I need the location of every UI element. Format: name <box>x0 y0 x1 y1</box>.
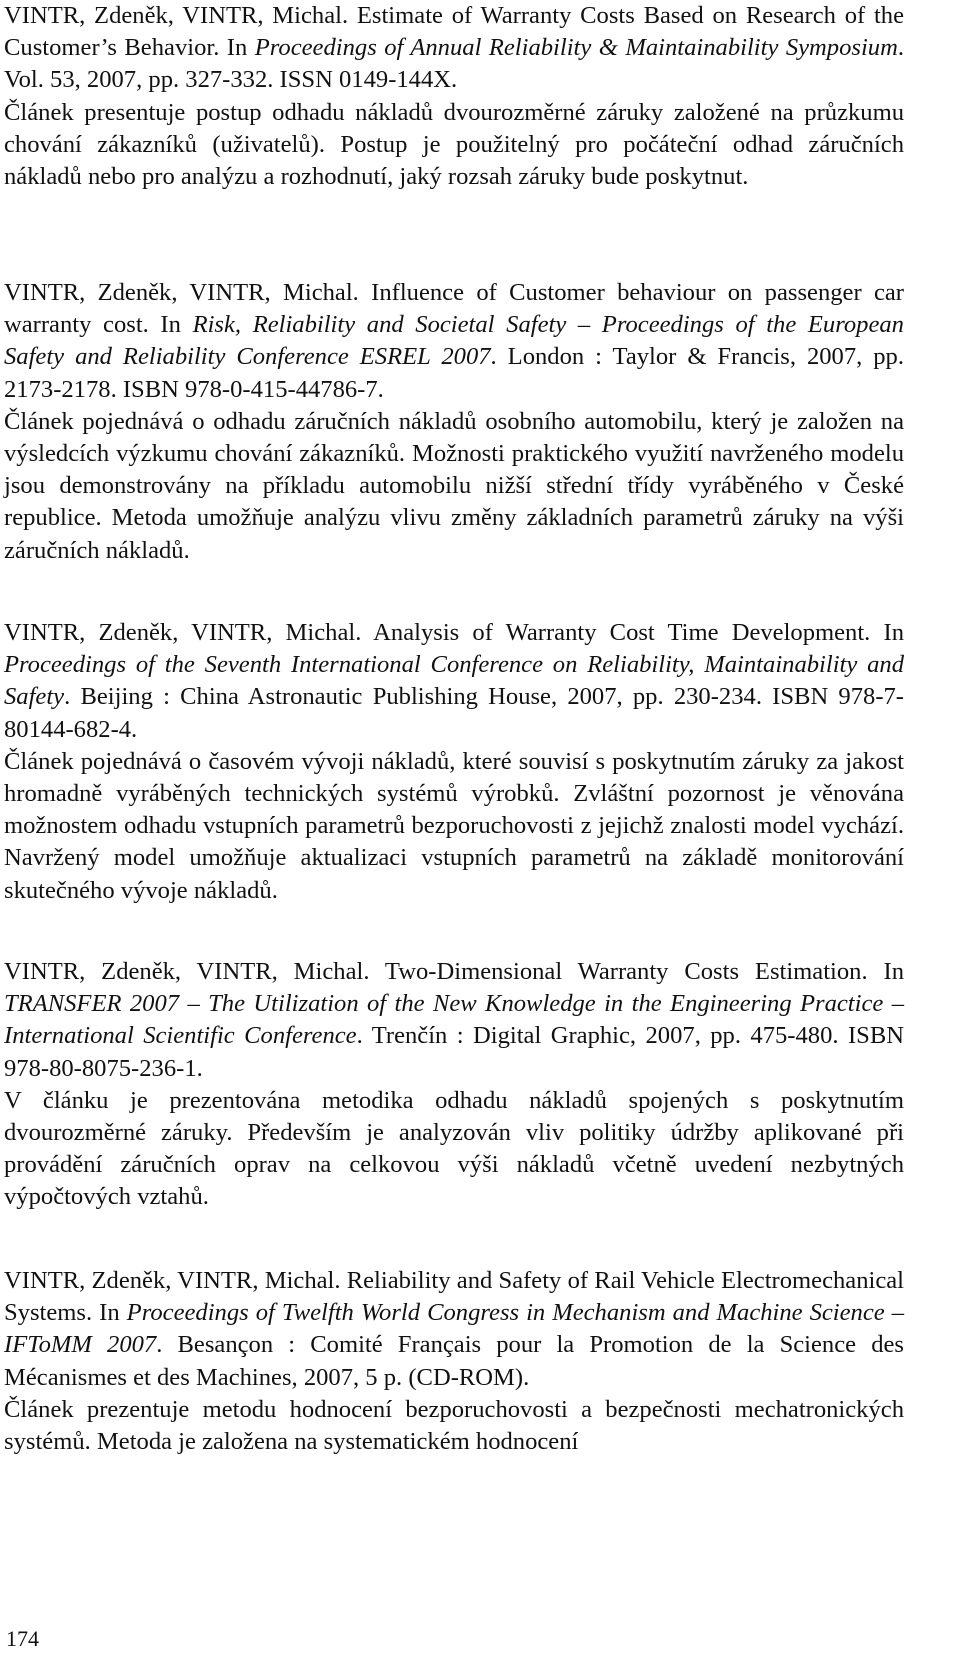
entry-abstract: Článek presentuje postup odhadu nákladů dvourozměrné záruky založené na průzkumu chování zákazníků (uživatelů). Postup je použitelný pro počáteční odhad záručních nákladů nebo pro analýzu a rozhodnutí, jaký rozsah záruky bude poskytnut. <box>4 98 904 191</box>
citation-text: VINTR, Zdeněk, VINTR, Michal. Estimate of Warranty Costs Based on Research of the Customer’s Behavior. In <box>4 2 904 62</box>
entry-abstract: Článek prezentuje metodu hodnocení bezporuchovosti a bezpečnosti mechatronických systémů. Metoda je založena na systematickém hodnocení <box>4 1395 904 1456</box>
bibliography-entry <box>4 0 904 193</box>
citation-source-italic: TRANSFER 2007 – The Utilization of the New Knowledge in the Engineering Practice – International Scientific Conference <box>4 990 904 1050</box>
bibliography-entry <box>4 956 904 1214</box>
entry-citation <box>4 0 904 97</box>
entry-citation <box>4 277 904 406</box>
citation-text: VINTR, Zdeněk, VINTR, Michal. Two-Dimensional Warranty Costs Estimation. In <box>4 958 904 985</box>
citation-source-italic: Risk, Reliability and Societal Safety – Proceedings of the European Safety and Reliability Conference ESREL 2007 <box>4 311 904 371</box>
citation-text: . Besançon : Comité Français pour la Promotion de la Science des Mécanismes et des Machines, 2007, 5 p. (CD-ROM). <box>4 1331 904 1391</box>
page-number: 174 <box>6 1626 39 1651</box>
entry-abstract: Článek pojednává o časovém vývoji nákladů, které souvisí s poskytnutím záruky za jakost hromadně vyráběných technických systémů výrobků. Zvláštní pozornost je věnována možnostem odhadu vstupních parametrů bezporuchovosti z jejichž znalosti model vychází. Navržený model umožňuje aktualizaci vstupních parametrů na základě monitorování skutečného vývoje nákladů. <box>4 747 904 904</box>
citation-source-italic: Proceedings of Annual Reliability & Maintainability Symposium <box>254 34 898 62</box>
entry-abstract: Článek pojednává o odhadu záručních nákladů osobního automobilu, který je založen na výsledcích výzkumu chování zákazníků. Možnosti praktického využití navrženého modelu jsou demonstrovány na příkladu automobilu nižší střední třídy vyráběného v České republice. Metoda umožňuje analýzu vlivu změny základních parametrů záruky na výši záručních nákladů. <box>4 407 904 564</box>
citation-text: . Trenčín : Digital Graphic, 2007, pp. 475-480. ISBN 978-80-8075-236-1. <box>4 1022 904 1082</box>
bibliography-entry <box>4 617 904 907</box>
entry-citation <box>4 617 904 746</box>
citation-text: . Beijing : China Astronautic Publishing House, 2007, pp. 230-234. ISBN 978-7-80144-682-4. <box>4 683 904 743</box>
citation-text: . Vol. 53, 2007, pp. 327-332. ISSN 0149-144X. <box>4 34 904 94</box>
citation-source-italic: Proceedings of Twelfth World Congress in Mechanism and Machine Science – IFToMM 2007 <box>4 1299 904 1359</box>
entry-abstract: V článku je prezentována metodika odhadu nákladů spojených s poskytnutím dvourozměrné záruky. Především je analyzován vliv politiky údržby aplikované při provádění záručních oprav na celkovou výši nákladů včetně uvedení nezbytných výpočtových vztahů. <box>4 1086 904 1211</box>
citation-source-italic: Proceedings of the Seventh International Conference on Reliability, Maintainability and Safety <box>4 651 904 711</box>
bibliography-entry <box>4 277 904 567</box>
citation-text: VINTR, Zdeněk, VINTR, Michal. Influence of Customer behaviour on passenger car warranty cost. In <box>4 279 904 339</box>
citation-text: VINTR, Zdeněk, VINTR, Michal. Analysis of Warranty Cost Time Development. In <box>4 619 904 646</box>
citation-text: . London : Taylor & Francis, 2007, pp. 2173-2178. ISBN 978-0-415-44786-7. <box>4 343 905 403</box>
bibliography-entry <box>4 1265 904 1458</box>
citation-text: VINTR, Zdeněk, VINTR, Michal. Reliability and Safety of Rail Vehicle Electromechanical Systems. In <box>4 1267 904 1327</box>
entry-citation <box>4 956 904 1085</box>
entry-citation <box>4 1265 904 1394</box>
